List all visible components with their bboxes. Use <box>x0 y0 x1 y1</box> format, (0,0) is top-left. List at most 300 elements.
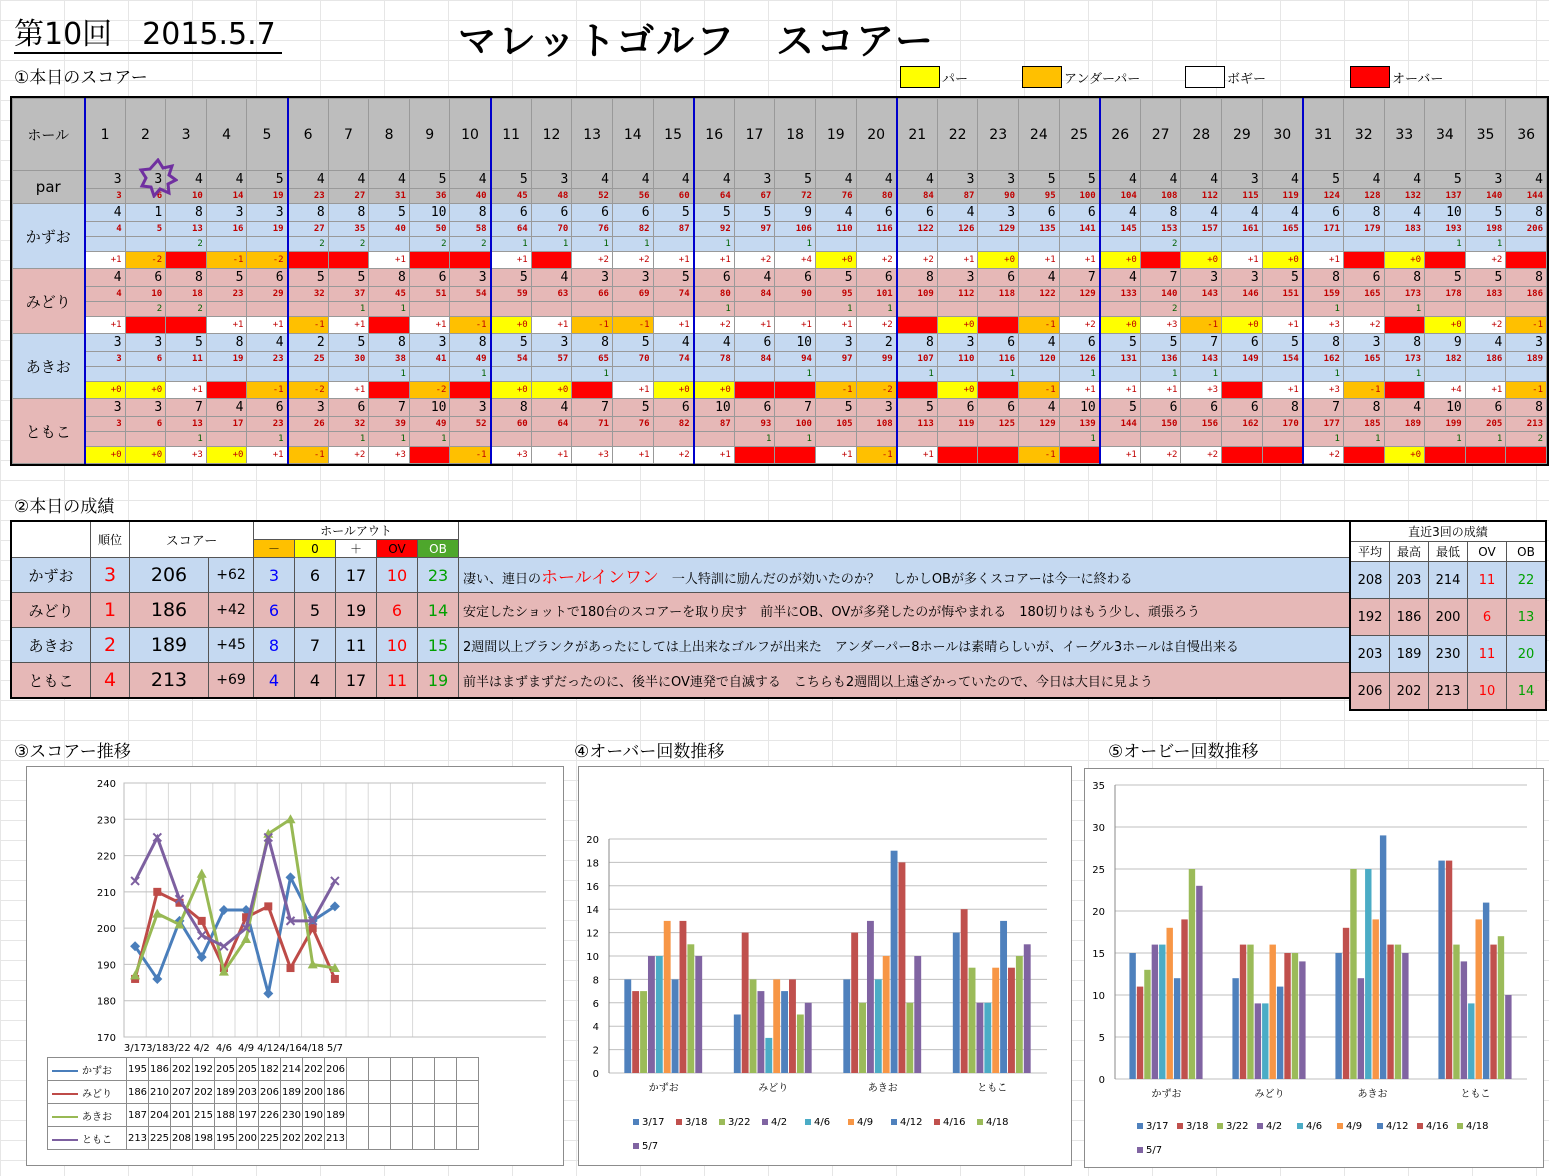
par-diff: -2 <box>856 382 897 399</box>
total-score: 189 <box>130 628 209 663</box>
hole-number: 4 <box>206 99 247 171</box>
table-value: 210 <box>149 1081 171 1104</box>
result-row <box>11 593 1364 628</box>
ob-count <box>1262 237 1303 252</box>
legend-over <box>1350 66 1443 88</box>
ob-count <box>328 367 369 382</box>
legend-label: 4/12 <box>1386 1121 1409 1132</box>
hole-score: 1 <box>125 204 166 222</box>
hole-score: 6 <box>978 399 1019 417</box>
hole-number: 12 <box>531 99 572 171</box>
cumulative-score: 106 <box>775 222 816 237</box>
score-header: スコアー <box>130 521 254 558</box>
ob-count: 1 <box>694 302 735 317</box>
bar <box>1476 919 1482 1079</box>
hole-number: 35 <box>1465 99 1506 171</box>
ob-count: 2 <box>125 302 166 317</box>
par-diff <box>937 447 978 464</box>
par-diff: +2 <box>1140 447 1181 464</box>
ob-count <box>1222 367 1263 382</box>
ob-count: 1 <box>491 237 532 252</box>
par-value: 4 <box>206 171 247 189</box>
par-value: 4 <box>694 171 735 189</box>
par-value: 5 <box>1019 171 1060 189</box>
bar <box>640 991 647 1073</box>
hole-number: 13 <box>572 99 613 171</box>
par-diff: -1 <box>247 382 288 399</box>
hole-score: 4 <box>1222 204 1263 222</box>
par-cumulative: 72 <box>775 189 816 204</box>
table-value: 201 <box>171 1104 193 1127</box>
bar <box>1498 936 1504 1079</box>
ob-count <box>1222 302 1263 317</box>
hole-score: 6 <box>1303 204 1344 222</box>
hole-score: 4 <box>1262 204 1303 222</box>
legend-label: 3/18 <box>1186 1121 1209 1132</box>
hole-score: 6 <box>897 204 938 222</box>
legend-swatch <box>1217 1123 1223 1129</box>
hole-score: 4 <box>1465 334 1506 352</box>
par-diff <box>531 252 572 269</box>
ob-count <box>1019 237 1060 252</box>
par-diff: -1 <box>206 252 247 269</box>
par-diff: +0 <box>531 382 572 399</box>
par-diff: +1 <box>1465 382 1506 399</box>
ob-count: 2 <box>1140 302 1181 317</box>
ob-count <box>1506 237 1547 252</box>
data-point <box>219 905 229 915</box>
hole-score: 5 <box>612 399 653 417</box>
par-count: 7 <box>295 628 336 663</box>
hole-score: 3 <box>85 334 126 352</box>
par-diff: -1 <box>612 317 653 334</box>
cumulative-score: 129 <box>1059 287 1100 302</box>
comment-text: 前半はまずまずだったのに、後半にOV連発で自滅する こちらも2週間以上遠ざかっていたので、今日は大目に見よう <box>463 674 1153 690</box>
y-tick-label: 230 <box>96 815 116 827</box>
score-trend-chart <box>26 766 564 1166</box>
ob-count: 2 <box>166 237 207 252</box>
par-diff: -1 <box>815 382 856 399</box>
cumulative-score: 95 <box>815 287 856 302</box>
under-count: 4 <box>254 663 295 699</box>
ob-count <box>1222 432 1263 447</box>
player-name: かずお <box>13 204 85 269</box>
cumulative-score: 108 <box>856 417 897 432</box>
ob-count <box>734 237 775 252</box>
score-diff: +69 <box>209 663 254 699</box>
ob-count: 1 <box>734 432 775 447</box>
cumulative-score: 146 <box>1222 287 1263 302</box>
under-count: 6 <box>254 593 295 628</box>
table-value: 207 <box>171 1081 193 1104</box>
par-diff: -2 <box>247 252 288 269</box>
ob-count: 1 <box>1343 432 1384 447</box>
bogey-count: 11 <box>336 628 377 663</box>
par-diff <box>775 447 816 464</box>
par-diff: +1 <box>328 382 369 399</box>
table-value: 213 <box>127 1127 149 1150</box>
legend-swatch-bogey <box>1185 66 1225 88</box>
x-tick-label: 4/9 <box>238 1043 255 1054</box>
bar <box>1365 869 1371 1079</box>
bar <box>961 909 968 1073</box>
cumulative-score: 165 <box>1343 352 1384 367</box>
ob-count <box>1140 432 1181 447</box>
hole-score: 3 <box>409 334 450 352</box>
ob-count <box>85 367 126 382</box>
par-cumulative: 95 <box>1019 189 1060 204</box>
ob-count: 1 <box>369 302 410 317</box>
hole-score: 9 <box>1425 334 1466 352</box>
legend-swatch <box>1457 1123 1463 1129</box>
ob-count: 1 <box>247 432 288 447</box>
under-count: 8 <box>254 628 295 663</box>
ob-count <box>1222 237 1263 252</box>
par-diff: +1 <box>1222 252 1263 269</box>
hole-score: 4 <box>1181 204 1222 222</box>
table-value: 195 <box>127 1058 149 1081</box>
cumulative-score: 131 <box>1100 352 1141 367</box>
cumulative-score: 110 <box>815 222 856 237</box>
y-tick-label: 35 <box>1092 781 1105 792</box>
y-tick-label: 180 <box>96 996 116 1008</box>
par-diff: +2 <box>572 252 613 269</box>
cumulative-score: 4 <box>85 222 126 237</box>
ob-count: 1 <box>1425 237 1466 252</box>
data-point <box>197 869 207 878</box>
ob-count-svg <box>1085 769 1543 1167</box>
recent-avg-header: 平均 <box>1350 542 1390 562</box>
par-diff: -2 <box>409 382 450 399</box>
cumulative-score: 140 <box>1140 287 1181 302</box>
par-diff: +1 <box>1100 447 1141 464</box>
hole-score: 5 <box>328 334 369 352</box>
cumulative-score: 189 <box>1384 417 1425 432</box>
legend-swatch <box>1417 1123 1423 1129</box>
par-value: 3 <box>85 171 126 189</box>
ob-count <box>450 302 491 317</box>
par-diff <box>1222 447 1263 464</box>
cumulative-score: 71 <box>572 417 613 432</box>
par-diff: +0 <box>85 382 126 399</box>
bar <box>1247 945 1253 1079</box>
ob-count: 1 <box>409 432 450 447</box>
cumulative-score: 3 <box>85 352 126 367</box>
hole-score: 5 <box>491 269 532 287</box>
cumulative-score: 183 <box>1465 287 1506 302</box>
par-diff: +1 <box>815 447 856 464</box>
hole-score: 10 <box>409 399 450 417</box>
par-cumulative: 10 <box>166 189 207 204</box>
ob-count <box>247 302 288 317</box>
table-value: 186 <box>127 1081 149 1104</box>
hole-score: 7 <box>1181 334 1222 352</box>
hole-score: 5 <box>815 269 856 287</box>
recent-best: 203 <box>1390 562 1429 599</box>
par-diff: +0 <box>1100 252 1141 269</box>
par-diff: +0 <box>1262 252 1303 269</box>
data-point <box>331 975 339 983</box>
par-diff: +1 <box>612 382 653 399</box>
par-diff: +1 <box>694 252 735 269</box>
hole-score: 3 <box>1181 269 1222 287</box>
hole-score: 3 <box>450 269 491 287</box>
ob-count <box>1100 367 1141 382</box>
hole-score: 3 <box>125 334 166 352</box>
comment-text: 2週間以上ブランクがあったにしては上出来なゴルフが出来た アンダーパー8ホールは素晴らしいが、イーグル3ホールは自慢出来る <box>463 639 1239 655</box>
par-diff <box>1222 382 1263 399</box>
legend-swatch <box>676 1119 682 1125</box>
ob-count <box>206 237 247 252</box>
par-diff: -1 <box>450 447 491 464</box>
recent-ob: 22 <box>1507 562 1547 599</box>
cumulative-score: 105 <box>815 417 856 432</box>
cumulative-score: 30 <box>328 352 369 367</box>
y-tick-label: 0 <box>1098 1075 1105 1086</box>
ob-count <box>572 432 613 447</box>
bar <box>1189 869 1195 1079</box>
bar <box>648 956 655 1073</box>
recent-average: 206 <box>1350 673 1390 711</box>
par-diff: +0 <box>937 382 978 399</box>
hole-number: 24 <box>1019 99 1060 171</box>
ob-count <box>775 302 816 317</box>
hole-score: 8 <box>1506 204 1547 222</box>
ob-count <box>1100 237 1141 252</box>
ob-count: 1 <box>775 237 816 252</box>
cumulative-score: 54 <box>450 287 491 302</box>
hole-score: 6 <box>1181 399 1222 417</box>
cumulative-score: 143 <box>1181 287 1222 302</box>
table-value: 187 <box>127 1104 149 1127</box>
legend-swatch <box>1297 1123 1303 1129</box>
bar <box>1196 886 1202 1079</box>
par-diff: -1 <box>1019 382 1060 399</box>
ob-count <box>612 432 653 447</box>
hole-score: 5 <box>328 269 369 287</box>
cumulative-score: 50 <box>409 222 450 237</box>
data-point <box>309 924 317 932</box>
cumulative-score: 17 <box>206 417 247 432</box>
par-diff: +1 <box>1303 252 1344 269</box>
par-diff: +2 <box>1059 317 1100 334</box>
par-value: 4 <box>328 171 369 189</box>
bar <box>914 956 921 1073</box>
cumulative-score: 110 <box>937 352 978 367</box>
bar <box>805 1003 812 1073</box>
recent-ov-header: OV <box>1468 542 1507 562</box>
par-diff: +0 <box>1100 317 1141 334</box>
bar <box>1350 869 1356 1079</box>
legend-label: 4/16 <box>943 1117 966 1128</box>
cumulative-score: 84 <box>734 287 775 302</box>
ob-count <box>206 302 247 317</box>
ob-count: 1 <box>572 237 613 252</box>
y-tick-label: 240 <box>96 779 116 790</box>
cumulative-score: 4 <box>85 287 126 302</box>
ob-count <box>937 367 978 382</box>
par-diff <box>1506 252 1547 269</box>
hole-number: 14 <box>612 99 653 171</box>
ob-count <box>856 237 897 252</box>
x-tick-label: 4/2 <box>193 1043 210 1054</box>
ob-count <box>491 432 532 447</box>
hole-score: 6 <box>856 269 897 287</box>
table-value: 202 <box>281 1127 303 1150</box>
section-ob-trend: ⑤オービー回数推移 <box>1108 742 1259 762</box>
score-grid <box>12 98 1547 464</box>
cumulative-score: 156 <box>1181 417 1222 432</box>
table-value: 202 <box>303 1127 325 1150</box>
par-value: 3 <box>1465 171 1506 189</box>
legend-label: 4/6 <box>1306 1121 1323 1132</box>
hole-score: 4 <box>1100 204 1141 222</box>
bogey-header: ＋ <box>336 540 377 558</box>
par-diff: -1 <box>288 317 329 334</box>
cumulative-score: 82 <box>612 222 653 237</box>
hole-score: 3 <box>937 269 978 287</box>
hole-score: 6 <box>409 269 450 287</box>
bar <box>789 979 796 1073</box>
cumulative-score: 109 <box>897 287 938 302</box>
par-diff: +0 <box>1181 252 1222 269</box>
par-cumulative: 67 <box>734 189 775 204</box>
ob-count <box>815 432 856 447</box>
bar <box>1461 961 1467 1079</box>
player-score-row <box>13 204 1547 222</box>
par-value: 4 <box>897 171 938 189</box>
hole-score: 10 <box>775 334 816 352</box>
cumulative-score: 74 <box>653 287 694 302</box>
hole-score: 4 <box>206 399 247 417</box>
bar <box>1395 945 1401 1079</box>
ob-count: 14 <box>418 593 459 628</box>
ob-count: 1 <box>1140 367 1181 382</box>
par-value: 4 <box>1384 171 1425 189</box>
par-value: 5 <box>1425 171 1466 189</box>
rank: 4 <box>91 663 130 699</box>
y-tick-label: 8 <box>592 975 599 987</box>
hole-score: 3 <box>85 399 126 417</box>
cumulative-score: 65 <box>572 352 613 367</box>
par-cumulative: 36 <box>409 189 450 204</box>
hole-score: 3 <box>206 204 247 222</box>
hole-score: 4 <box>1384 204 1425 222</box>
x-tick-label: みどり <box>758 1083 789 1094</box>
hole-score: 6 <box>247 269 288 287</box>
par-diff: -1 <box>1506 382 1547 399</box>
y-tick-label: 25 <box>1092 865 1105 876</box>
bar <box>687 944 694 1073</box>
par-diff: +2 <box>1465 317 1506 334</box>
cumulative-score: 5 <box>125 222 166 237</box>
cumulative-score: 100 <box>775 417 816 432</box>
par-cumulative: 140 <box>1465 189 1506 204</box>
x-tick-label: 3/22 <box>168 1043 191 1054</box>
par-cumulative: 80 <box>856 189 897 204</box>
table-value: 208 <box>171 1127 193 1150</box>
par-cumulative: 90 <box>978 189 1019 204</box>
par-value: 3 <box>1222 171 1263 189</box>
ob-count <box>369 237 410 252</box>
ob-count: 1 <box>897 367 938 382</box>
par-diff: +3 <box>1181 382 1222 399</box>
hole-score: 3 <box>612 269 653 287</box>
par-diff: +4 <box>775 252 816 269</box>
hole-number: 10 <box>450 99 491 171</box>
par-cumulative: 19 <box>247 189 288 204</box>
legend-par <box>900 66 968 88</box>
ov-count: 6 <box>377 593 418 628</box>
legend-entry: みどり <box>48 1081 127 1104</box>
bar <box>976 1003 983 1073</box>
table-value: 200 <box>237 1127 259 1150</box>
par-diff: +1 <box>531 317 572 334</box>
par-cumulative: 31 <box>369 189 410 204</box>
player-score-row <box>13 399 1547 417</box>
recent-title: 直近3回の成績 <box>1350 521 1546 542</box>
bar <box>1284 953 1290 1079</box>
table-value: 195 <box>215 1127 237 1150</box>
cumulative-score: 74 <box>653 352 694 367</box>
cumulative-score: 126 <box>1059 352 1100 367</box>
cumulative-score: 151 <box>1262 287 1303 302</box>
hole-score: 10 <box>409 204 450 222</box>
hole-score: 4 <box>694 334 735 352</box>
legend-label: ボギー <box>1227 71 1267 87</box>
hole-score: 8 <box>572 334 613 352</box>
par-diff <box>897 382 938 399</box>
hole-score: 7 <box>1303 399 1344 417</box>
par-diff <box>369 382 410 399</box>
hole-score: 3 <box>288 399 329 417</box>
hole-score: 6 <box>612 204 653 222</box>
bar <box>1174 978 1180 1079</box>
recent-min-header: 最低 <box>1429 542 1468 562</box>
hole-number: 9 <box>409 99 450 171</box>
par-diff <box>369 317 410 334</box>
par-diff: -1 <box>1506 317 1547 334</box>
hole-score: 4 <box>815 204 856 222</box>
bar <box>1490 945 1496 1079</box>
result-row <box>11 628 1364 663</box>
legend-entry: かずお <box>48 1058 127 1081</box>
bar <box>1387 945 1393 1079</box>
cumulative-score: 40 <box>369 222 410 237</box>
ob-count-chart <box>1084 768 1544 1168</box>
cumulative-score: 159 <box>1303 287 1344 302</box>
comment-highlight: ホールインワン <box>541 567 659 588</box>
par-cumulative: 112 <box>1181 189 1222 204</box>
player-name: ともこ <box>11 663 91 699</box>
ob-count <box>206 367 247 382</box>
bar <box>680 921 687 1073</box>
y-tick-label: 10 <box>1092 991 1105 1002</box>
par-diff: +2 <box>1343 317 1384 334</box>
cumulative-score: 162 <box>1222 417 1263 432</box>
par-diff <box>734 447 775 464</box>
par-diff <box>206 382 247 399</box>
bar <box>624 979 631 1073</box>
par-diff <box>1262 447 1303 464</box>
cumulative-score: 186 <box>1465 352 1506 367</box>
cumulative-score: 32 <box>288 287 329 302</box>
hole-score: 5 <box>166 334 207 352</box>
bar <box>1438 861 1444 1079</box>
par-value: 4 <box>815 171 856 189</box>
hole-score: 8 <box>288 204 329 222</box>
legend-label: アンダーパー <box>1064 71 1141 87</box>
